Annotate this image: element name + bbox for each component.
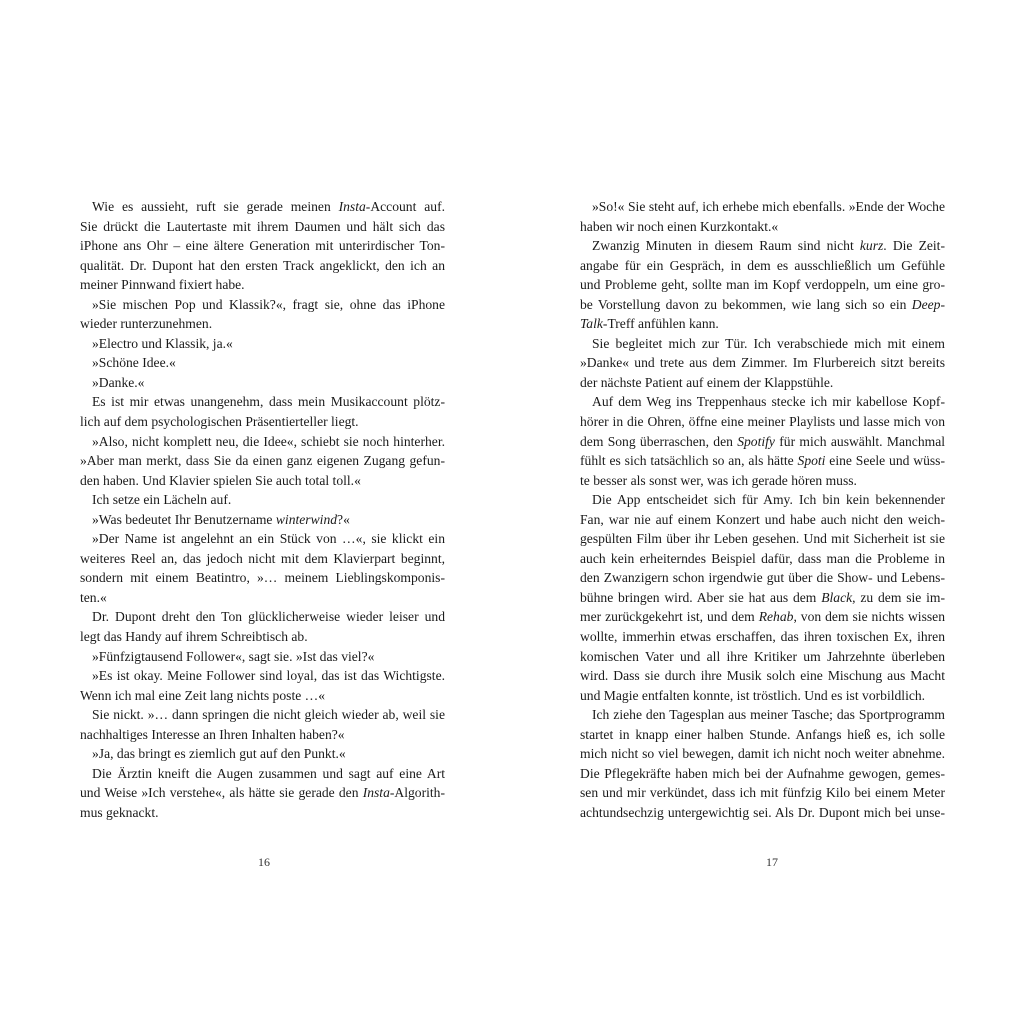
line-text: Auf dem Weg ins Treppenhaus stecke ich mir kabellose Kopf-: [592, 394, 945, 410]
line-text: be Vorstellung davon zu bekommen, wie lang sich so ein: [580, 296, 912, 312]
right-page-number: 17: [766, 855, 778, 869]
text-line: [580, 217, 945, 237]
line-text: meiner Pinnwand fixiert habe.: [80, 277, 245, 293]
text-line: [80, 412, 445, 432]
italic-term: Insta: [338, 199, 366, 214]
text-line: [580, 666, 945, 686]
text-line: [580, 334, 945, 354]
text-line: [580, 471, 945, 491]
line-text: weiteres Reel an, das jedoch nicht mit dem Klavierpart beginnt,: [80, 550, 445, 566]
line-text-continued: , zu dem sie im-: [852, 589, 945, 605]
text-line: [80, 607, 445, 627]
line-text: Dr. Dupont dreht den Ton glücklicherweise wieder leiser und: [92, 609, 445, 625]
text-line: [580, 803, 945, 823]
line-text: Die App entscheidet sich für Amy. Ich bin kein bekennender: [592, 492, 945, 508]
line-text: angabe für ein Gespräch, in dem es ausschließlich um Gefühle: [580, 257, 945, 273]
text-line: [580, 725, 945, 745]
text-line: [580, 686, 945, 706]
line-text: Sie drückt die Lautertaste mit ihrem Daumen und hält sich das: [80, 218, 445, 234]
text-line: [80, 666, 445, 686]
line-text: sen und mir verkündet, dass ich mit fünfzig Kilo bei einem Meter: [580, 785, 945, 801]
line-text: dem Song überraschen, den: [580, 433, 738, 449]
line-text: startet in knapp einer halben Stunde. Anfangs hieß es, ich solle: [580, 726, 945, 742]
line-text: »Der Name ist angelehnt an ein Stück von …«, sie klickt ein: [92, 531, 445, 547]
line-text: Es ist mir etwas unangenehm, dass mein Musikaccount plötz-: [92, 394, 445, 410]
text-line: [80, 725, 445, 745]
line-text-continued: -Treff anfühlen kann.: [602, 316, 719, 332]
line-text: gespülten Film über ihr Leben gesehen. Und mit Sicherheit ist sie: [580, 531, 945, 547]
left-page-number: 16: [258, 855, 270, 869]
line-text: wollte, immerhin etwas erschaffen, das ihren toxischen Ex, ihren: [580, 629, 945, 645]
line-text: te besser als sonst wer, was ich gerade hören muss.: [580, 472, 857, 488]
line-text-continued: . Die Zeit-: [883, 238, 945, 254]
line-text-continued: -Algorith-: [389, 785, 445, 801]
text-line: [80, 783, 445, 803]
text-line: [80, 392, 445, 412]
italic-term: Talk: [580, 316, 603, 332]
text-line: [80, 803, 445, 823]
text-line: [80, 295, 445, 315]
line-text: bühne bringen wird. Aber sie hat aus dem: [580, 589, 822, 605]
line-text: Wie es aussieht, ruft sie gerade meinen: [92, 199, 339, 214]
text-line: [80, 353, 445, 373]
line-text: »Schöne Idee.«: [92, 355, 176, 371]
text-line: [580, 412, 945, 432]
line-text: fühlt es sich tatsächlich so an, als hätte: [580, 453, 798, 469]
text-line: [580, 392, 945, 412]
line-text: Zwanzig Minuten in diesem Raum sind nicht: [592, 238, 860, 254]
text-line: [80, 549, 445, 569]
text-line: [580, 607, 945, 627]
line-text: »Es ist okay. Meine Follower sind loyal, das ist das Wichtigste.: [92, 668, 445, 684]
text-line: [580, 627, 945, 647]
line-text: ten.«: [80, 589, 107, 605]
line-text: iPhone ans Ohr – eine ältere Generation mit unterirdischer Ton-: [80, 238, 445, 254]
italic-term: kurz: [859, 238, 884, 254]
text-line: [580, 275, 945, 295]
line-text: Die Pflegekräfte haben mich bei der Aufnahme gewogen, gemes-: [580, 765, 945, 781]
line-text: mus geknackt.: [80, 804, 159, 820]
left-page-text: [80, 197, 445, 823]
line-text: mer zurückgekehrt ist, und dem: [580, 609, 759, 625]
line-text: den Zwanzigern schon irgendwie gut über die Show- und Lebens-: [580, 570, 945, 586]
line-text: sondern mit einem Beatintro, »… meinem Lieblingskomponis-: [80, 570, 445, 586]
text-line: [80, 217, 445, 237]
text-line: [80, 529, 445, 549]
text-line: [80, 451, 445, 471]
line-text: lich auf dem psychologischen Präsentierteller liegt.: [80, 414, 359, 430]
italic-term: Spotify: [737, 433, 775, 449]
text-line: [80, 686, 445, 706]
text-line: [80, 256, 445, 276]
text-line: [580, 236, 945, 256]
right-page-text: [580, 197, 945, 823]
line-text: Fan, war nie auf einem Konzert und habe auch nicht den weich-: [580, 511, 945, 527]
text-line: [580, 256, 945, 276]
line-text: »Was bedeutet Ihr Benutzername: [92, 511, 276, 527]
text-line: [80, 490, 445, 510]
line-text-continued: eine Seele und wüss-: [825, 453, 945, 469]
line-text: auch kein erheiterndes Beispiel dafür, dass man die Probleme in: [580, 550, 945, 566]
text-line: [80, 373, 445, 393]
text-line: [580, 549, 945, 569]
text-line: [580, 529, 945, 549]
line-text: »Electro und Klassik, ja.«: [92, 335, 233, 351]
line-text-continued: , von dem sie nichts wissen: [793, 609, 945, 625]
text-line: [80, 334, 445, 354]
text-line: [80, 764, 445, 784]
line-text: »Danke« und trete aus dem Zimmer. Im Flurbereich sitzt bereits: [580, 355, 945, 371]
line-text: Sie begleitet mich zur Tür. Ich verabschiede mich mit einem: [592, 335, 945, 351]
italic-term: Rehab: [758, 609, 794, 625]
line-text: Die Ärztin kneift die Augen zusammen und sagt auf eine Art: [92, 765, 445, 781]
text-line: [580, 783, 945, 803]
line-text: komischen Vater und all ihre Kritiker um Jahrzehnte überleben: [580, 648, 945, 664]
text-line: [80, 471, 445, 491]
text-line: [580, 647, 945, 667]
line-text-continued: für mich auswählt. Manchmal: [774, 433, 945, 449]
line-text: wieder runterzunehmen.: [80, 316, 213, 332]
text-line: [580, 744, 945, 764]
text-line: [80, 744, 445, 764]
line-text: »Fünfzigtausend Follower«, sagt sie. »Ist das viel?«: [92, 648, 375, 664]
line-text-continued: ?«: [337, 511, 350, 527]
italic-term: Spoti: [797, 453, 826, 469]
line-text: und Probleme geht, sollte man im Kopf verdoppeln, um eine gro-: [580, 277, 945, 293]
line-text: hörer in die Ohren, öffne eine meiner Playlists und lasse mich von: [580, 414, 945, 430]
text-line: [580, 432, 945, 452]
line-text: »So!« Sie steht auf, ich erhebe mich ebenfalls. »Ende der Woche: [592, 199, 945, 214]
text-line: [580, 568, 945, 588]
line-text: achtundsechzig untergewichtig sei. Als Dr. Dupont mich bei unse-: [580, 804, 945, 820]
text-line: [80, 236, 445, 256]
line-text-continued: -Account auf.: [365, 199, 445, 214]
line-text: Sie nickt. »… dann springen die nicht gleich wieder ab, weil sie: [92, 707, 445, 723]
text-line: [580, 197, 945, 217]
line-text: »Danke.«: [92, 374, 145, 390]
line-text: legt das Handy auf ihrem Schreibtisch ab.: [80, 629, 308, 645]
line-text: »Aber man merkt, dass Sie da einen ganz eigenen Zugang gefun-: [80, 453, 445, 469]
text-line: [580, 353, 945, 373]
italic-term: winterwind: [275, 511, 338, 527]
text-line: [80, 627, 445, 647]
line-text: nachhaltiges Interesse an Ihren Inhalten haben?«: [80, 726, 345, 742]
text-line: [580, 373, 945, 393]
text-line: [580, 705, 945, 725]
line-text: wird. Dass sie durch ihre Musik solch eine Mischung aus Macht: [580, 668, 945, 684]
text-line: [80, 275, 445, 295]
text-line: [580, 314, 945, 334]
line-text: Ich setze ein Lächeln auf.: [92, 492, 232, 508]
line-text: Wenn ich mal eine Zeit lang nichts poste …«: [80, 687, 326, 703]
line-text: qualität. Dr. Dupont hat den ersten Track angeklickt, den ich an: [80, 257, 445, 273]
italic-term: Deep-: [911, 296, 945, 312]
text-line: [580, 764, 945, 784]
text-line: [80, 568, 445, 588]
line-text: der nächste Patient auf einem der Klappstühle.: [580, 374, 834, 390]
text-line: [580, 451, 945, 471]
text-line: [580, 490, 945, 510]
text-line: [80, 647, 445, 667]
text-line: [80, 588, 445, 608]
line-text: und Magie entfalten konnte, ist tröstlich. Und es ist vorbildlich.: [580, 687, 926, 703]
text-line: [80, 197, 445, 217]
line-text: mich nicht so viel bewegen, damit ich nicht noch weiter abnehme.: [580, 746, 945, 762]
text-line: [580, 588, 945, 608]
text-line: [80, 314, 445, 334]
text-line: [80, 432, 445, 452]
line-text: den haben. Und Klavier spielen Sie auch total toll.«: [80, 472, 361, 488]
text-line: [80, 705, 445, 725]
line-text: Ich ziehe den Tagesplan aus meiner Tasche; das Sportprogramm: [592, 707, 945, 723]
text-line: [80, 510, 445, 530]
italic-term: Insta: [362, 785, 390, 801]
line-text: »Also, nicht komplett neu, die Idee«, schiebt sie noch hinterher.: [92, 433, 445, 449]
line-text: und Weise »Ich verstehe«, als hätte sie gerade den: [80, 785, 363, 801]
line-text: haben wir noch einen Kurzkontakt.«: [580, 218, 779, 234]
text-line: [580, 510, 945, 530]
text-line: [580, 295, 945, 315]
italic-term: Black: [821, 589, 853, 605]
line-text: »Ja, das bringt es ziemlich gut auf den Punkt.«: [92, 746, 346, 762]
line-text: »Sie mischen Pop und Klassik?«, fragt sie, ohne das iPhone: [92, 296, 445, 312]
